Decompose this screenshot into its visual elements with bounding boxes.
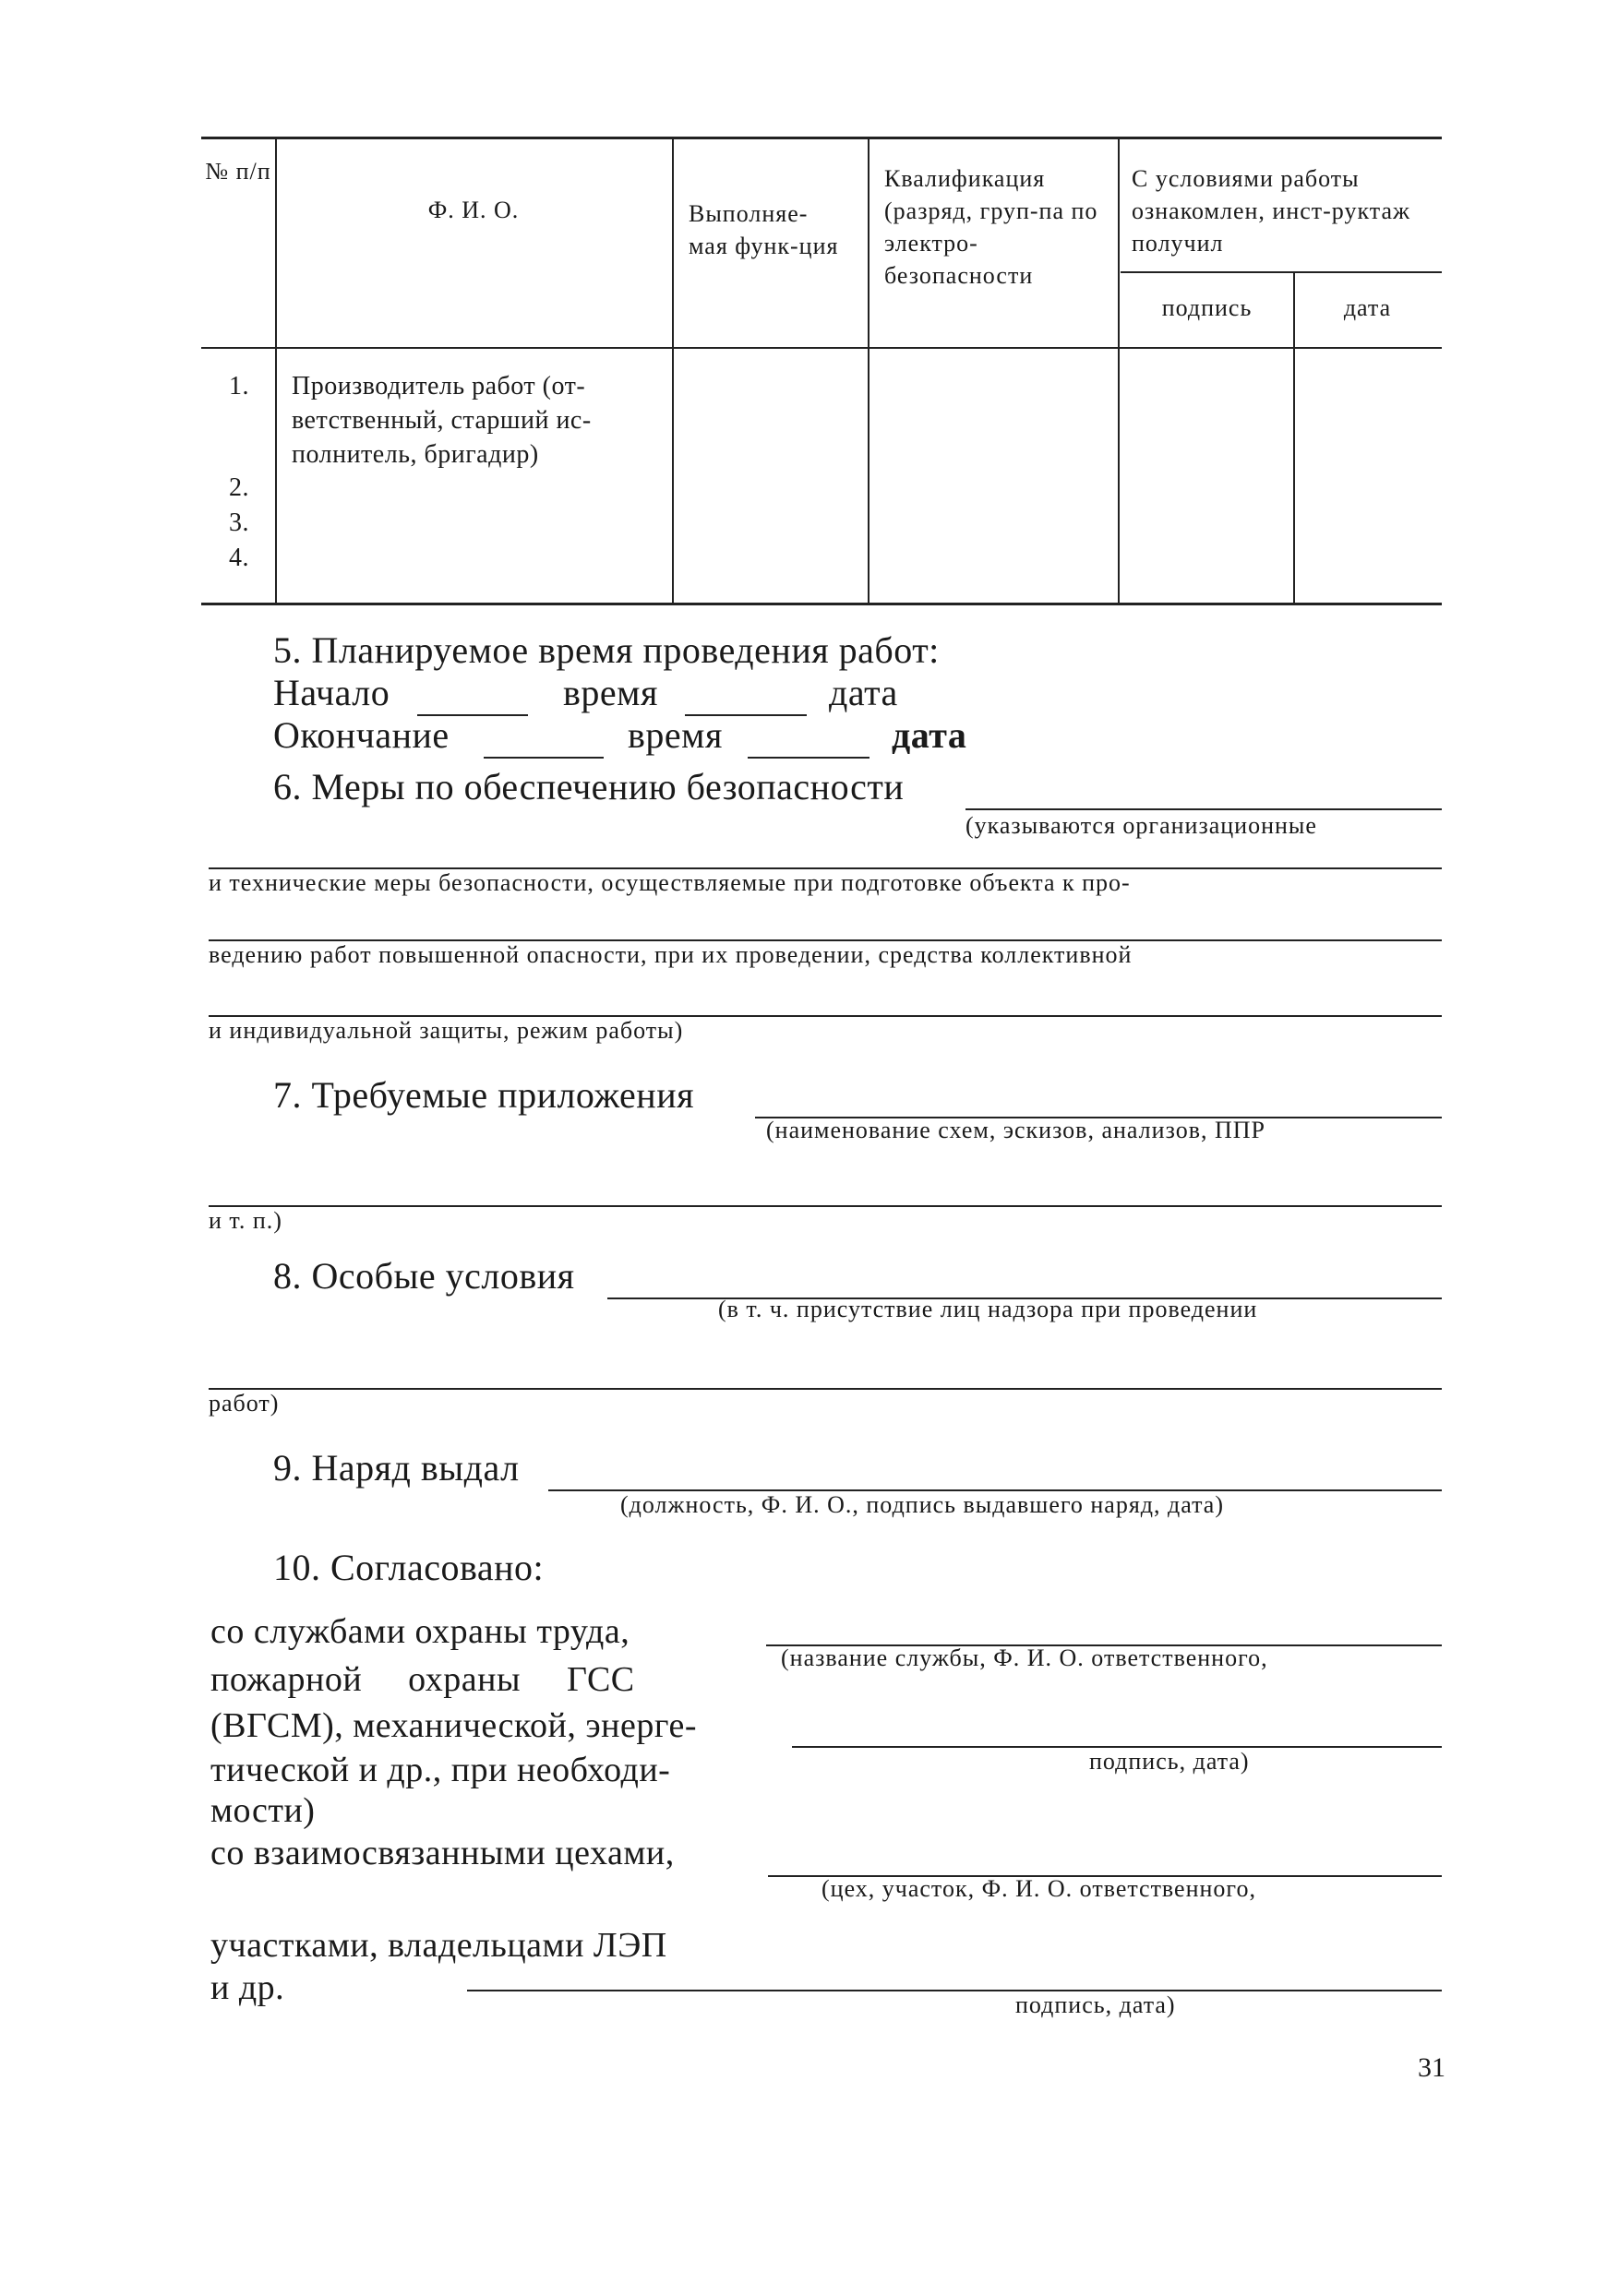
subheader-divider: [1121, 271, 1442, 273]
header-function: Выполняе-мая функ-ция: [689, 200, 839, 259]
header-conditions: С условиями работы ознакомлен, инст-руктаж получил: [1132, 165, 1410, 257]
header-date: дата: [1343, 294, 1392, 321]
agreed-shops-line-1: со взаимосвязанными цехами,: [210, 1834, 675, 1872]
header-signature: подпись: [1161, 294, 1253, 321]
item7-note-2: и т. п.): [209, 1207, 282, 1234]
item9-title: 9. Наряд выдал: [273, 1447, 520, 1489]
item10-title: 10. Согласовано:: [273, 1547, 545, 1588]
agreed-shops-line-3: и др.: [210, 1968, 285, 2007]
col-divider-2: [672, 137, 674, 605]
row-fio-1: Производитель работ (от-ветственный, старший ис-полнитель, бригадир): [292, 372, 592, 469]
table-top-border: [201, 137, 1442, 139]
end-time-label: время: [628, 714, 723, 756]
agreed-services-line-3: (ВГСМ), механической, энерге-: [210, 1706, 697, 1745]
agreed-shops-line-2: участками, владельцами ЛЭП: [210, 1926, 667, 1965]
col-divider-4: [1118, 137, 1120, 605]
start-date-label: дата: [829, 672, 898, 713]
row-num-4: 4.: [229, 544, 249, 572]
shops-note-1: (цех, участок, Ф. И. О. ответственного,: [821, 1875, 1256, 1902]
page-number: 31: [1418, 2052, 1445, 2083]
header-qualification: Квалификация (разряд, груп-па по электро-безопасности: [884, 165, 1098, 289]
header-num: № п/п: [205, 158, 271, 185]
item6-note-1: (указываются организационные: [965, 812, 1317, 839]
end-time-field[interactable]: [484, 757, 604, 759]
item8-note-2: работ): [209, 1390, 280, 1417]
item6-note-3: ведению работ повышенной опасности, при их проведении, средства коллективной: [209, 941, 1133, 968]
item7-note-1: (наименование схем, эскизов, анализов, ППР: [766, 1117, 1265, 1143]
agreed-services-line-1: со службами охраны труда,: [210, 1612, 630, 1651]
row-num-3: 3.: [229, 508, 249, 537]
agreed-services-line-4: тической и др., при необходи-: [210, 1751, 671, 1789]
end-date-label: дата: [892, 714, 967, 756]
item9-note: (должность, Ф. И. О., подпись выдавшего наряд, дата): [620, 1491, 1224, 1518]
services-note-2: подпись, дата): [1089, 1748, 1250, 1775]
header-bottom-border: [201, 347, 1442, 349]
item6-title: 6. Меры по обеспечению безопасности: [273, 766, 905, 807]
item8-field-2[interactable]: [209, 1388, 1442, 1390]
end-label: Окончание: [273, 714, 450, 756]
item6-field-1[interactable]: [965, 808, 1442, 810]
end-date-field[interactable]: [748, 757, 869, 759]
item7-field-2[interactable]: [209, 1205, 1442, 1207]
item8-note-1: (в т. ч. присутствие лиц надзора при проведении: [718, 1296, 1258, 1322]
shops-note-2: подпись, дата): [1015, 1991, 1176, 2018]
personnel-table: [201, 137, 1442, 607]
item5-title: 5. Планируемое время проведения работ:: [273, 629, 940, 671]
shops-field-2[interactable]: [467, 1990, 1442, 1991]
item6-note-2: и технические меры безопасности, осуществляемые при подготовке объекта к про-: [209, 869, 1131, 896]
agreed-services-line-5: мости): [210, 1791, 316, 1830]
row-num-2: 2.: [229, 473, 249, 502]
start-time-label: время: [563, 672, 658, 713]
row-num-1: 1.: [229, 372, 249, 401]
start-label: Начало: [273, 672, 390, 713]
item7-title: 7. Требуемые приложения: [273, 1074, 695, 1116]
col-divider-3: [868, 137, 869, 605]
header-fio: Ф. И. О.: [427, 197, 520, 223]
item6-note-4: и индивидуальной защиты, режим работы): [209, 1017, 684, 1044]
services-note-1: (название службы, Ф. И. О. ответственного,: [781, 1644, 1268, 1671]
agreed-services-line-2: пожарной охраны ГСС: [210, 1660, 635, 1699]
item8-title: 8. Особые условия: [273, 1255, 575, 1297]
table-bottom-border: [201, 603, 1442, 605]
